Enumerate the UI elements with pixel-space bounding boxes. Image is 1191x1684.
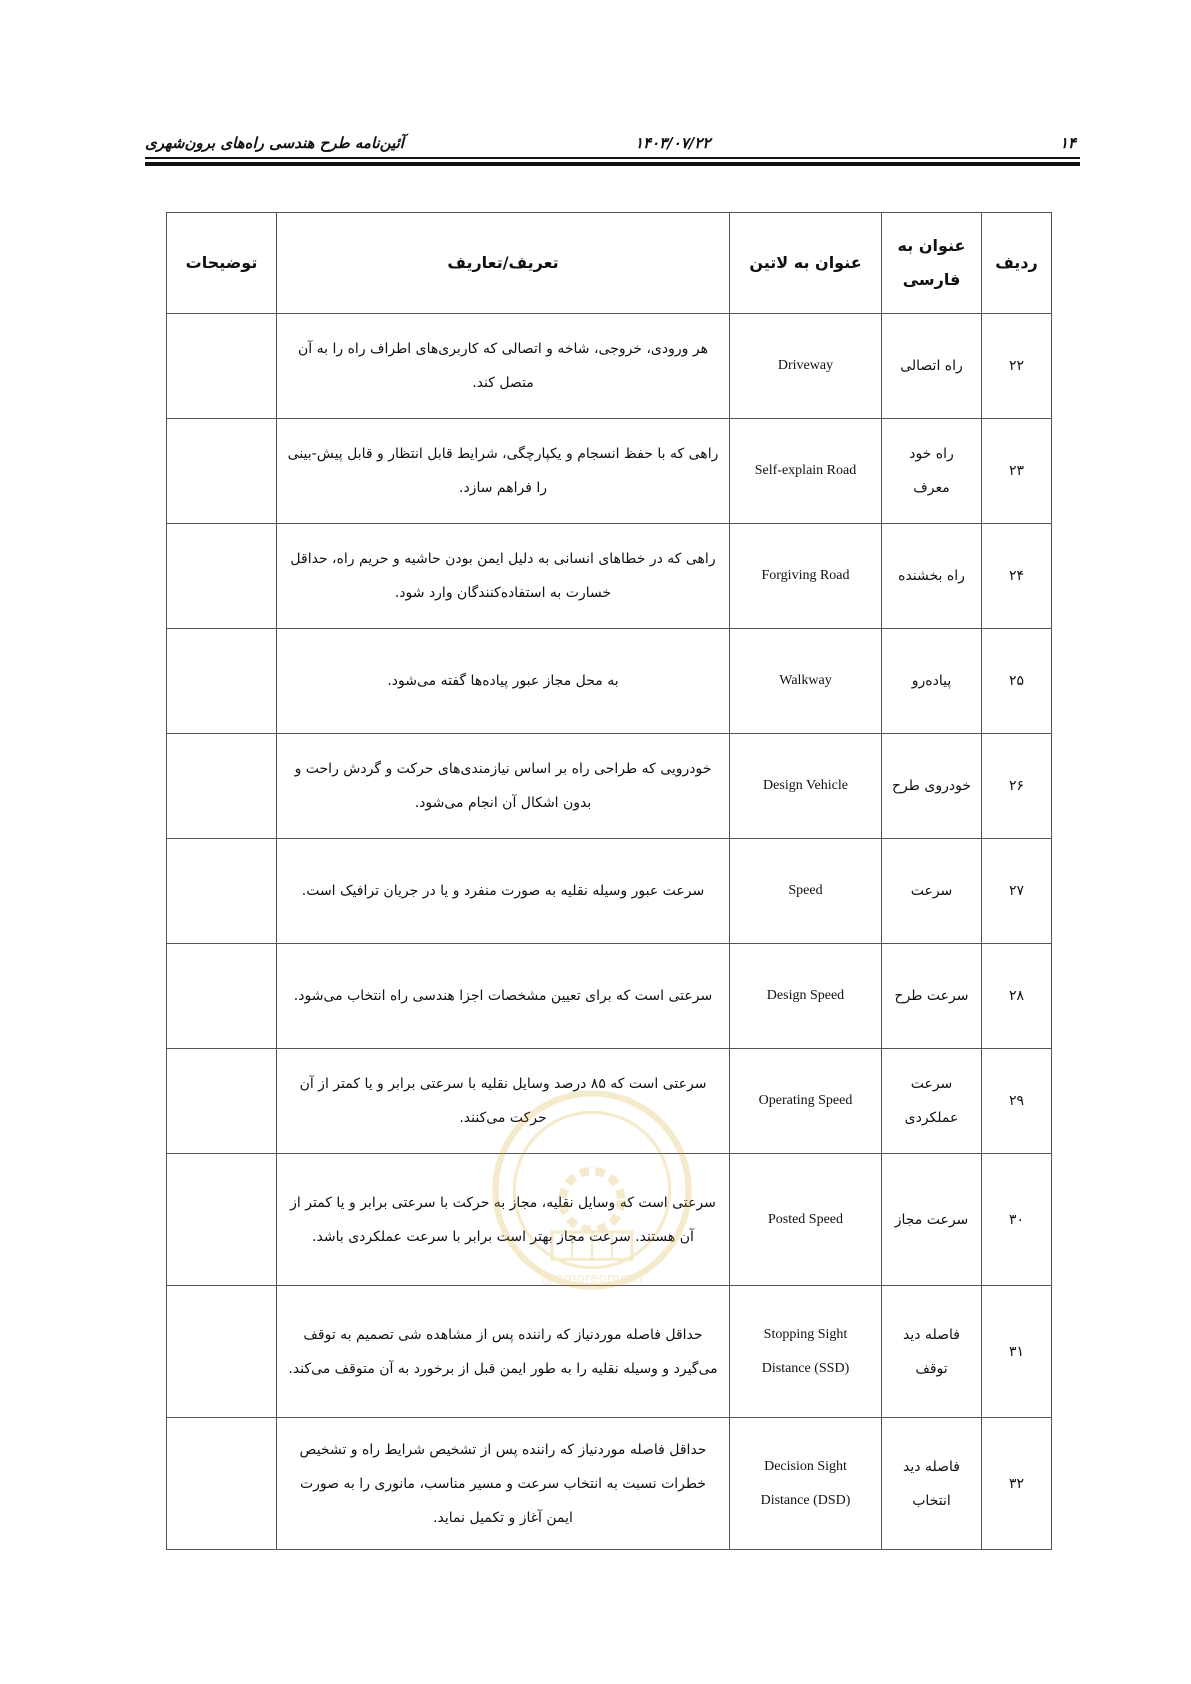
definition: حداقل فاصله موردنیاز که راننده پس از مشاهده شی تصمیم به توقف می‌گیرد و وسیله نقلیه را به طور ایمن قبل از برخورد به آن متوقف می‌کند. bbox=[277, 1286, 730, 1418]
row-number: ۲۳ bbox=[982, 419, 1052, 524]
latin-term: Posted Speed bbox=[730, 1154, 882, 1286]
table-row bbox=[167, 839, 1052, 944]
latin-term: Self-explain Road bbox=[730, 419, 882, 524]
notes bbox=[167, 734, 277, 839]
persian-term: راه خود معرف bbox=[882, 419, 982, 524]
notes bbox=[167, 839, 277, 944]
table-row bbox=[167, 314, 1052, 419]
row-number: ۲۹ bbox=[982, 1049, 1052, 1154]
table-row bbox=[167, 1154, 1052, 1286]
table-row bbox=[167, 1286, 1052, 1418]
persian-term: راه اتصالی bbox=[882, 314, 982, 419]
definition: هر ورودی، خروجی، شاخه و اتصالی که کاربری‌های اطراف راه را به آن متصل کند. bbox=[277, 314, 730, 419]
watermark-text: @omoreomran bbox=[541, 1270, 643, 1287]
row-number: ۳۰ bbox=[982, 1154, 1052, 1286]
row-number: ۲۶ bbox=[982, 734, 1052, 839]
row-number: ۲۴ bbox=[982, 524, 1052, 629]
table-row bbox=[167, 1418, 1052, 1550]
latin-term: Decision Sight Distance (DSD) bbox=[730, 1418, 882, 1550]
definition: حداقل فاصله موردنیاز که راننده پس از تشخیص شرایط راه و تشخیص خطرات نسبت به انتخاب سرعت و مسیر مناسب، مانوری را به صورت ایمن آغاز و تکمیل نماید. bbox=[277, 1418, 730, 1550]
persian-term: فاصله دید توقف bbox=[882, 1286, 982, 1418]
table-row bbox=[167, 419, 1052, 524]
table-row bbox=[167, 629, 1052, 734]
definition: راهی که با حفظ انسجام و یکپارچگی، شرایط قابل انتظار و قابل پیش-بینی را فراهم سازد. bbox=[277, 419, 730, 524]
persian-term: فاصله دید انتخاب bbox=[882, 1418, 982, 1550]
header-latin-title: عنوان به لاتین bbox=[730, 213, 882, 314]
definition: به محل مجاز عبور پیاده‌ها گفته می‌شود. bbox=[277, 629, 730, 734]
notes bbox=[167, 1049, 277, 1154]
notes bbox=[167, 314, 277, 419]
notes bbox=[167, 944, 277, 1049]
definition: سرعت عبور وسیله نقلیه به صورت منفرد و یا در جریان ترافیک است. bbox=[277, 839, 730, 944]
persian-term: پیاده‌رو bbox=[882, 629, 982, 734]
definition: راهی که در خطاهای انسانی به دلیل ایمن بودن حاشیه و حریم راه، حداقل خسارت به استفاده‌کنندگان وارد شود. bbox=[277, 524, 730, 629]
table-row bbox=[167, 944, 1052, 1049]
row-number: ۳۲ bbox=[982, 1418, 1052, 1550]
table-header-row bbox=[167, 213, 1052, 314]
header-row-number: ردیف bbox=[982, 213, 1052, 314]
persian-term: راه بخشنده bbox=[882, 524, 982, 629]
row-number: ۳۱ bbox=[982, 1286, 1052, 1418]
latin-term: Stopping Sight Distance (SSD) bbox=[730, 1286, 882, 1418]
notes bbox=[167, 629, 277, 734]
latin-term: Design Speed bbox=[730, 944, 882, 1049]
persian-term: خودروی طرح bbox=[882, 734, 982, 839]
latin-term: Driveway bbox=[730, 314, 882, 419]
persian-term: سرعت عملکردی bbox=[882, 1049, 982, 1154]
definition: سرعتی است که وسایل نقلیه، مجاز به حرکت با سرعتی برابر و یا کمتر از آن هستند. سرعت مجاز بهتر است برابر با سرعت عملکردی باشد. bbox=[277, 1154, 730, 1286]
notes bbox=[167, 419, 277, 524]
table-row bbox=[167, 734, 1052, 839]
table-row bbox=[167, 524, 1052, 629]
notes bbox=[167, 524, 277, 629]
document-date: ۱۴۰۳/۰۷/۲۲ bbox=[635, 134, 711, 152]
row-number: ۲۸ bbox=[982, 944, 1052, 1049]
definitions-table bbox=[166, 212, 1052, 1550]
persian-term: سرعت طرح bbox=[882, 944, 982, 1049]
latin-term: Speed bbox=[730, 839, 882, 944]
header-rule-thin bbox=[145, 157, 1080, 159]
document-title: آئین‌نامه طرح هندسی راه‌های برون‌شهری bbox=[145, 134, 404, 152]
definition: سرعتی است که برای تعیین مشخصات اجزا هندسی راه انتخاب می‌شود. bbox=[277, 944, 730, 1049]
persian-term: سرعت مجاز bbox=[882, 1154, 982, 1286]
notes bbox=[167, 1418, 277, 1550]
header-definition: تعریف/تعاریف bbox=[277, 213, 730, 314]
table-row bbox=[167, 1049, 1052, 1154]
row-number: ۲۵ bbox=[982, 629, 1052, 734]
notes bbox=[167, 1154, 277, 1286]
latin-term: Design Vehicle bbox=[730, 734, 882, 839]
definition: سرعتی است که ۸۵ درصد وسایل نقلیه با سرعتی برابر و یا کمتر از آن حرکت می‌کنند. bbox=[277, 1049, 730, 1154]
latin-term: Walkway bbox=[730, 629, 882, 734]
header-rule-thick bbox=[145, 162, 1080, 166]
definition: خودرویی که طراحی راه بر اساس نیازمندی‌های حرکت و گردش راحت و بدون اشکال آن انجام می‌شود. bbox=[277, 734, 730, 839]
row-number: ۲۲ bbox=[982, 314, 1052, 419]
row-number: ۲۷ bbox=[982, 839, 1052, 944]
notes bbox=[167, 1286, 277, 1418]
page-number: ۱۴ bbox=[1059, 134, 1076, 152]
latin-term: Operating Speed bbox=[730, 1049, 882, 1154]
header-persian-title: عنوان به فارسی bbox=[882, 213, 982, 314]
persian-term: سرعت bbox=[882, 839, 982, 944]
header-notes: توضیحات bbox=[167, 213, 277, 314]
latin-term: Forgiving Road bbox=[730, 524, 882, 629]
